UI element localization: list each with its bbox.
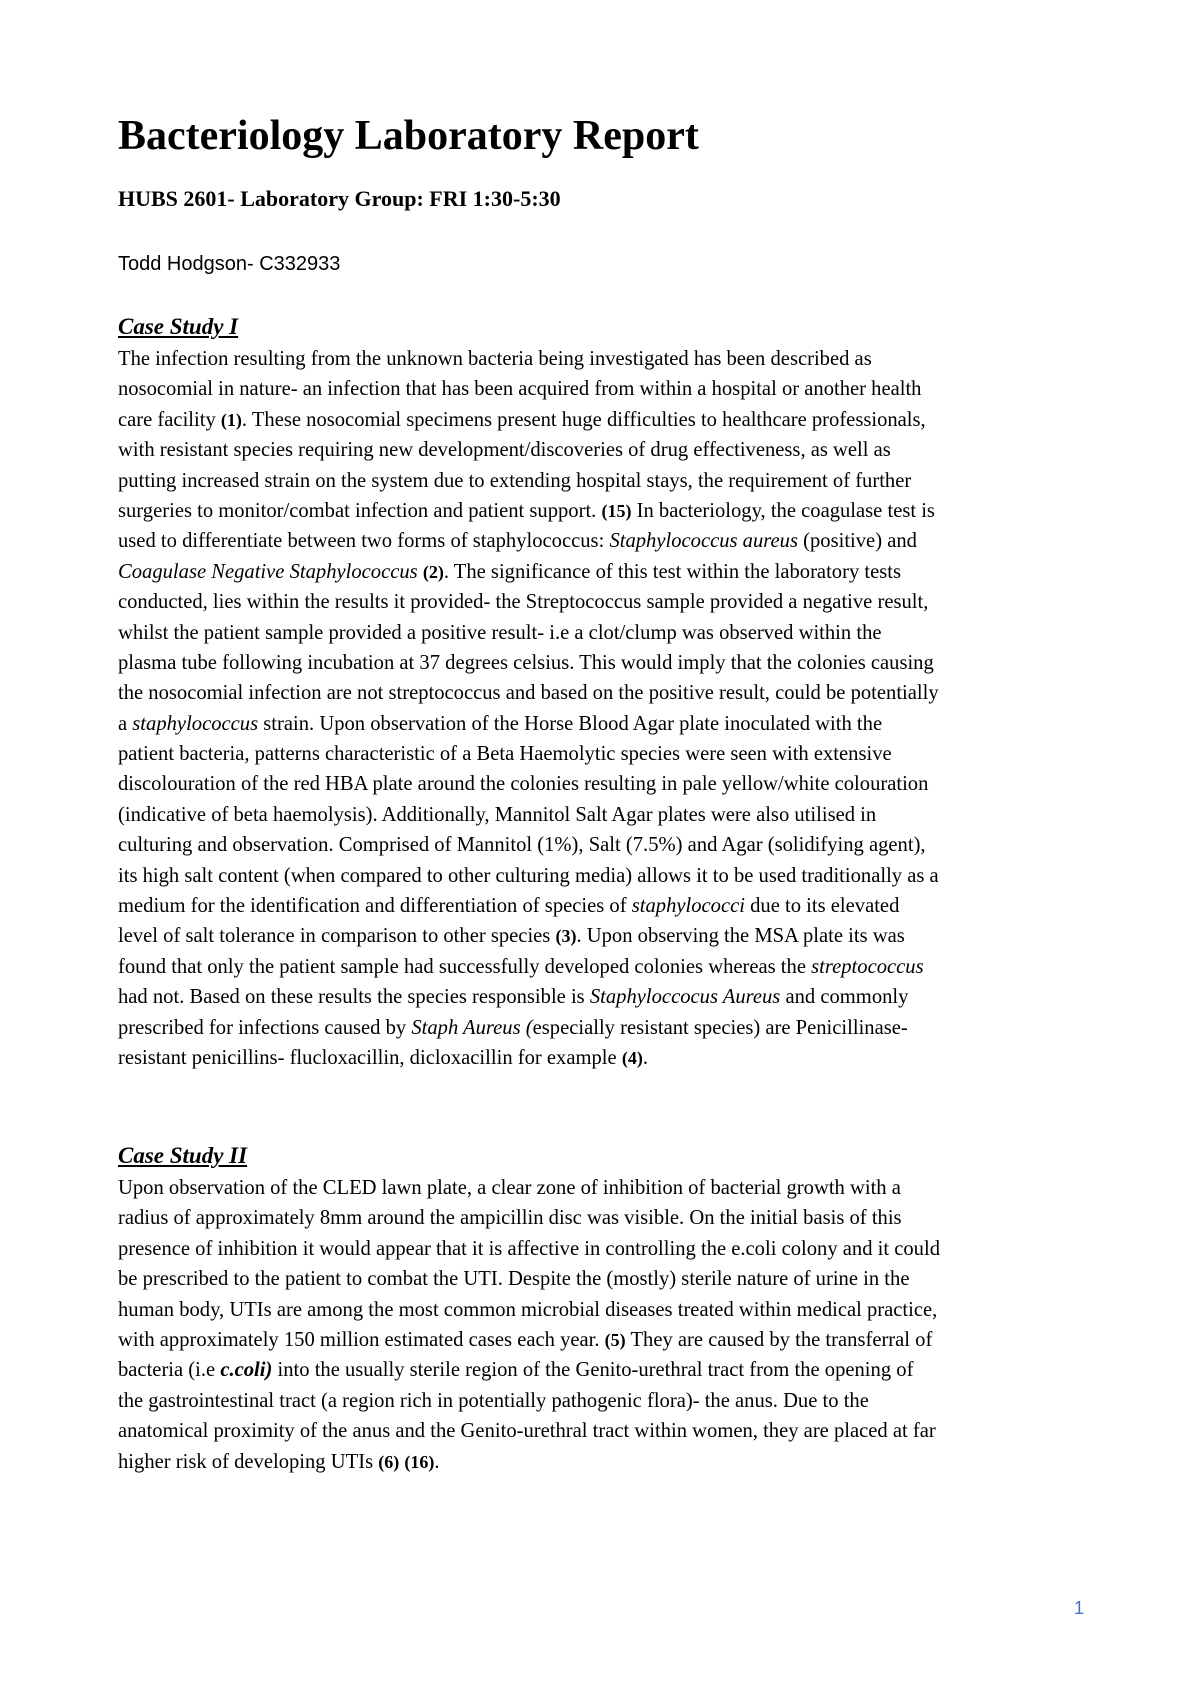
paragraph-line: care facility (1). These nosocomial specimens present huge difficulties to healthcare professionals, [118, 408, 926, 431]
paragraph-line: found that only the patient sample had successfully developed colonies whereas the streptococcus [118, 955, 924, 978]
paragraph-line: prescribed for infections caused by Staph Aureus (especially resistant species) are Penicillinase- [118, 1016, 908, 1039]
paragraph-line: its high salt content (when compared to other culturing media) allows it to be used traditionally as a [118, 864, 939, 887]
case-study-1-paragraph [118, 344, 939, 1073]
paragraph-line: patient bacteria, patterns characteristic of a Beta Haemolytic species were seen with extensive [118, 743, 892, 766]
species-name: Staphyloccocus Aureus [589, 986, 781, 1009]
paragraph-line: Upon observation of the CLED lawn plate, a clear zone of inhibition of bacterial growth with a [118, 1177, 901, 1199]
paragraph-line: The infection resulting from the unknown bacteria being investigated has been described as [118, 348, 872, 370]
citation: (4) [621, 1047, 643, 1068]
species-name: Staph Aureus ( [411, 1016, 533, 1039]
paragraph-line: level of salt tolerance in comparison to other species (3). Upon observing the MSA plate its was [118, 925, 905, 948]
paragraph-line: plasma tube following incubation at 37 degrees celsius. This would imply that the colonies causing [118, 651, 934, 674]
paragraph-line: used to differentiate between two forms of staphylococcus: Staphylococcus aureus (positive) and [118, 530, 917, 553]
paragraph-line: a staphylococcus strain. Upon observation of the Horse Blood Agar plate inoculated with the [118, 712, 883, 735]
paragraph-line: radius of approximately 8mm around the ampicillin disc was visible. On the initial basis of this [118, 1207, 902, 1230]
paragraph-line: with resistant species requiring new development/discoveries of drug effectiveness, as well as [118, 439, 891, 462]
citation: (15) [601, 500, 632, 521]
case-study-2-heading: Case Study II [118, 1143, 248, 1168]
paragraph-line: anatomical proximity of the anus and the Genito-urethral tract within women, they are placed at far [118, 1420, 936, 1443]
species-name: streptococcus [811, 955, 924, 978]
paragraph-line: higher risk of developing UTIs (6) (16). [118, 1450, 440, 1473]
paragraph-line: bacteria (i.e c.coli) into the usually sterile region of the Genito-urethral tract from the opening of [118, 1359, 914, 1382]
paragraph-line: with approximately 150 million estimated cases each year. (5) They are caused by the transferral of [118, 1328, 933, 1351]
paragraph-line: medium for the identification and differentiation of species of staphylococci due to its elevated [118, 895, 900, 918]
paragraph-line: discolouration of the red HBA plate around the colonies resulting in pale yellow/white colouration [118, 773, 929, 796]
paragraph-line: resistant penicillins- flucloxacillin, dicloxacillin for example (4). [118, 1046, 648, 1069]
paragraph-line: nosocomial in nature- an infection that has been acquired from within a hospital or another health [118, 378, 922, 401]
citation: (5) [604, 1329, 626, 1350]
species-name: c.coli) [220, 1359, 273, 1382]
citation: (3) [555, 926, 577, 947]
species-name: Coagulase Negative Staphylococcus [118, 560, 418, 583]
paragraph-line: (indicative of beta haemolysis). Additionally, Mannitol Salt Agar plates were also utilised in [118, 803, 877, 826]
paragraph-line: conducted, lies within the results it provided- the Streptococcus sample provided a negative result, [118, 591, 929, 614]
paragraph-line: whilst the patient sample provided a positive result- i.e a clot/clump was observed within the [118, 621, 882, 644]
paragraph-line: presence of inhibition it would appear that it is affective in controlling the e.coli colony and it could [118, 1237, 941, 1260]
paragraph-line: human body, UTIs are among the most common microbial diseases treated within medical practice, [118, 1298, 938, 1321]
paragraph-line: had not. Based on these results the species responsible is Staphyloccocus Aureus and commonly [118, 986, 909, 1009]
course-group-subtitle: HUBS 2601- Laboratory Group: FRI 1:30-5:30 [118, 186, 561, 211]
citation: (2) [422, 561, 444, 582]
paragraph-line: the gastrointestinal tract (a region rich in potentially pathogenic flora)- the anus. Due to the [118, 1389, 869, 1412]
author-line: Todd Hodgson- C332933 [118, 253, 341, 275]
paragraph-line: putting increased strain on the system due to extending hospital stays, the requirement of further [118, 469, 912, 492]
paragraph-line: the nosocomial infection are not streptococcus and based on the positive result, could be potentially [118, 682, 939, 705]
paragraph-line: be prescribed to the patient to combat the UTI. Despite the (mostly) sterile nature of urine in the [118, 1268, 910, 1291]
citation: (6) [378, 1451, 400, 1472]
species-name: staphylococci [631, 895, 745, 918]
species-name: staphylococcus [132, 712, 259, 735]
case-study-1-heading: Case Study I [118, 314, 239, 339]
page-number: 1 [1074, 1598, 1085, 1618]
citation: (1) [220, 409, 242, 430]
species-name: Staphylococcus aureus [609, 530, 798, 553]
paragraph-line: culturing and observation. Comprised of Mannitol (1%), Salt (7.5%) and Agar (solidifying agent), [118, 834, 926, 857]
case-study-2-paragraph [118, 1173, 940, 1477]
paragraph-line: surgeries to monitor/combat infection and patient support. (15) In bacteriology, the coagulase test is [118, 499, 935, 522]
citation: (16) [404, 1451, 435, 1472]
report-title: Bacteriology Laboratory Report [118, 113, 699, 159]
paragraph-line: Coagulase Negative Staphylococcus (2). The significance of this test within the laboratory tests [118, 560, 901, 583]
